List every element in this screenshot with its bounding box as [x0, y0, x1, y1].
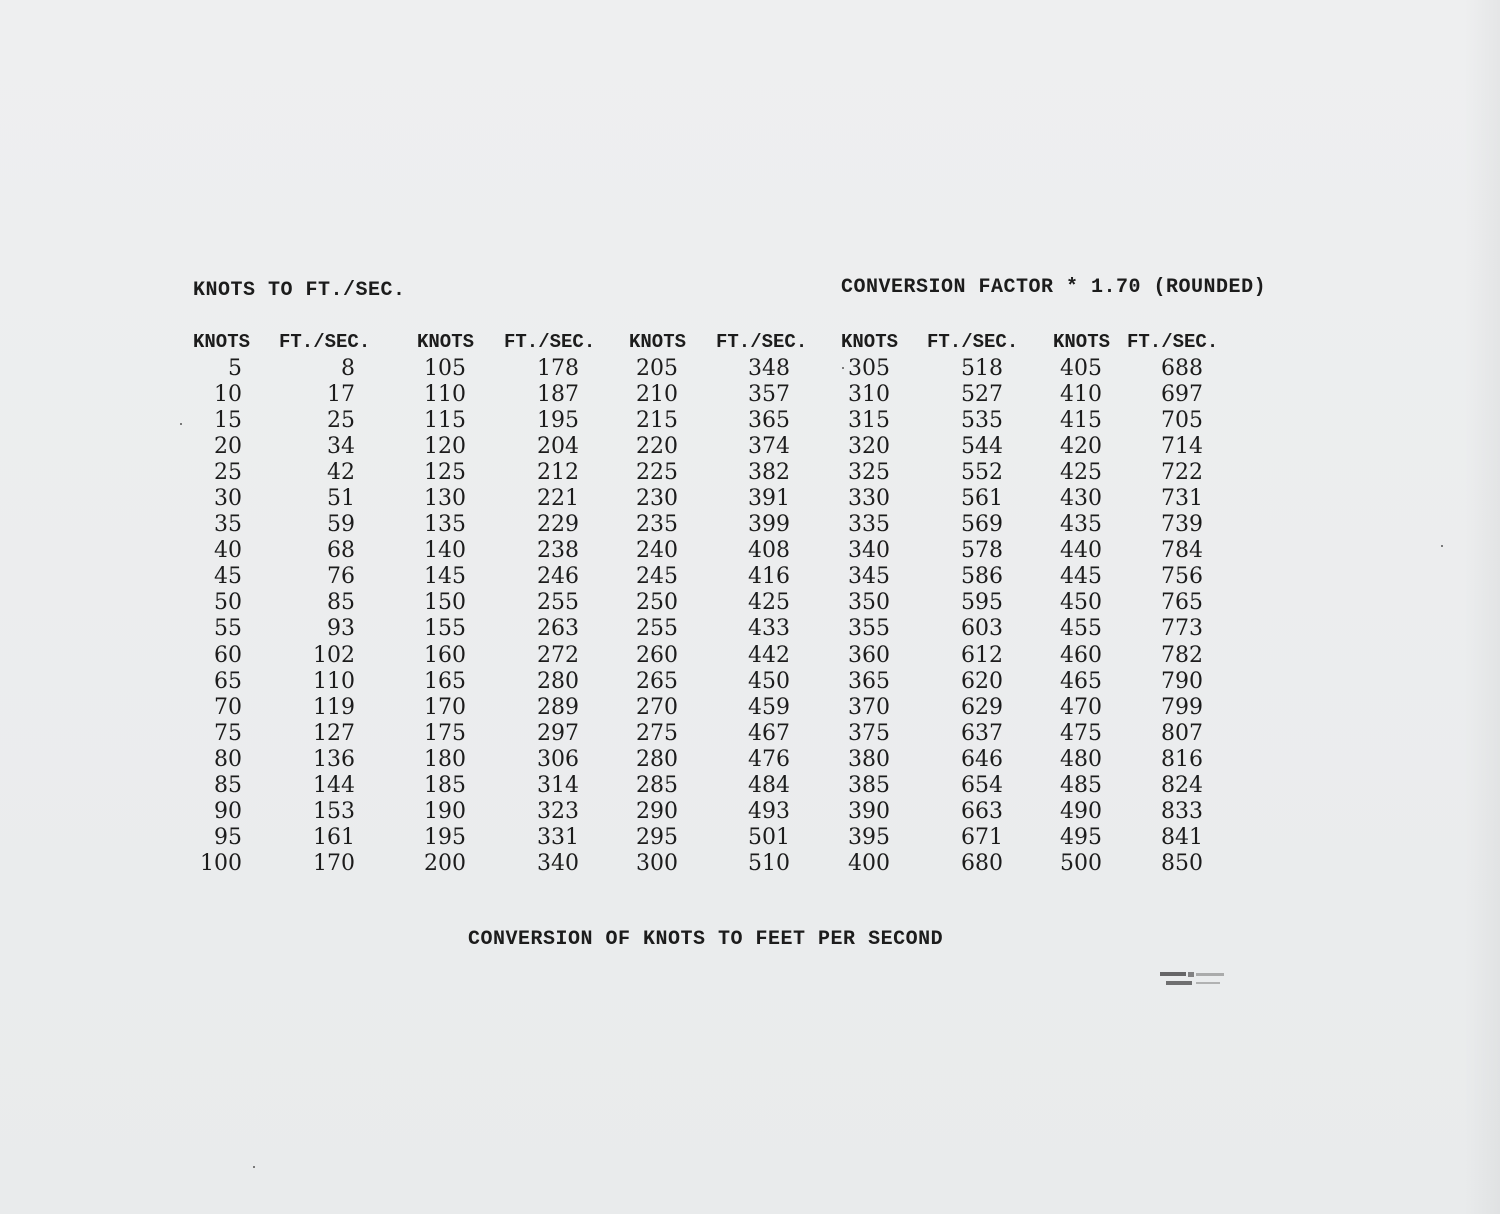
ftsec-cell: 340: [537, 850, 579, 876]
ftsec-cell: 765: [1161, 590, 1203, 616]
ftsec-cell: 646: [961, 746, 1003, 772]
ftsec-cell: 841: [1161, 824, 1203, 850]
knots-cell: 455: [1060, 616, 1102, 642]
ftsec-column: [279, 328, 371, 877]
ftsec-cell: 416: [748, 564, 790, 590]
ftsec-cell: 782: [1161, 642, 1203, 668]
ftsec-cell: 671: [961, 824, 1003, 850]
ftsec-cell: 680: [961, 850, 1003, 876]
knots-cell: 225: [636, 460, 678, 486]
knots-cell: 250: [636, 590, 678, 616]
ftsec-cell: 102: [313, 642, 355, 668]
knots-cell: 280: [636, 746, 678, 772]
knots-cell: 150: [424, 590, 466, 616]
knots-cell: 135: [424, 512, 466, 538]
knots-cell: 370: [848, 694, 890, 720]
ftsec-cell: 688: [1161, 356, 1203, 381]
ftsec-cell: 331: [537, 824, 579, 850]
knots-cell: 25: [214, 460, 242, 486]
ftsec-cell: 784: [1161, 538, 1203, 564]
knots-cell: 410: [1060, 382, 1102, 408]
ftsec-cell: 178: [537, 356, 579, 381]
ftsec-cell: 272: [537, 642, 579, 668]
ftsec-cell: 552: [961, 460, 1003, 486]
knots-cell: 110: [424, 382, 466, 408]
knots-cell: 360: [848, 642, 890, 668]
ftsec-cell: 229: [537, 512, 579, 538]
knots-cell: 140: [424, 538, 466, 564]
knots-column: [193, 328, 251, 877]
ftsec-column: [716, 328, 808, 877]
ftsec-cell: 637: [961, 720, 1003, 746]
column-header: KNOTS: [193, 331, 251, 353]
knots-cell: 355: [848, 616, 890, 642]
ftsec-cell: 136: [313, 746, 355, 772]
ftsec-cell: 654: [961, 772, 1003, 798]
knots-cell: 480: [1060, 746, 1102, 772]
ftsec-cell: 824: [1161, 772, 1203, 798]
ftsec-cell: 697: [1161, 382, 1203, 408]
knots-cell: 335: [848, 512, 890, 538]
ftsec-cell: 391: [748, 486, 790, 512]
knots-cell: 445: [1060, 564, 1102, 590]
knots-cell: 95: [214, 824, 242, 850]
ftsec-cell: 153: [313, 798, 355, 824]
ftsec-cell: 595: [961, 590, 1003, 616]
ftsec-cell: 221: [537, 486, 579, 512]
knots-cell: 165: [424, 668, 466, 694]
knots-cell: 395: [848, 824, 890, 850]
column-header: FT./SEC.: [716, 331, 808, 353]
table-caption: CONVERSION OF KNOTS TO FEET PER SECOND: [468, 928, 944, 951]
ftsec-cell: 722: [1161, 460, 1203, 486]
knots-cell: 35: [214, 512, 242, 538]
ftsec-cell: 603: [961, 616, 1003, 642]
ftsec-cell: 756: [1161, 564, 1203, 590]
ftsec-cell: 255: [537, 590, 579, 616]
ftsec-cell: 705: [1161, 408, 1203, 434]
knots-cell: 270: [636, 694, 678, 720]
knots-cell: 405: [1060, 356, 1102, 381]
knots-cell: 185: [424, 772, 466, 798]
ftsec-column: [1127, 328, 1219, 877]
ftsec-cell: 246: [537, 564, 579, 590]
ftsec-cell: 212: [537, 460, 579, 486]
knots-cell: 460: [1060, 642, 1102, 668]
ftsec-cell: 663: [961, 798, 1003, 824]
knots-cell: 175: [424, 720, 466, 746]
ftsec-cell: 714: [1161, 434, 1203, 460]
paper-speck: [253, 1166, 255, 1168]
ftsec-cell: 8: [341, 356, 355, 381]
knots-cell: 245: [636, 564, 678, 590]
ftsec-cell: 569: [961, 512, 1003, 538]
knots-cell: 330: [848, 486, 890, 512]
knots-cell: 320: [848, 434, 890, 460]
knots-cell: 425: [1060, 460, 1102, 486]
knots-column: [629, 328, 687, 877]
ftsec-cell: 408: [748, 538, 790, 564]
knots-cell: 380: [848, 746, 890, 772]
ftsec-cell: 17: [327, 382, 355, 408]
knots-cell: 475: [1060, 720, 1102, 746]
knots-cell: 365: [848, 668, 890, 694]
maker-stamp-logo: [1160, 970, 1226, 990]
ftsec-cell: 195: [537, 408, 579, 434]
knots-cell: 195: [424, 824, 466, 850]
ftsec-cell: 561: [961, 486, 1003, 512]
ftsec-cell: 442: [748, 642, 790, 668]
knots-cell: 285: [636, 772, 678, 798]
ftsec-cell: 161: [313, 824, 355, 850]
ftsec-cell: 425: [748, 590, 790, 616]
knots-column: [417, 328, 475, 877]
ftsec-cell: 833: [1161, 798, 1203, 824]
ftsec-cell: 314: [537, 772, 579, 798]
knots-cell: 255: [636, 616, 678, 642]
ftsec-cell: 374: [748, 434, 790, 460]
knots-cell: 430: [1060, 486, 1102, 512]
knots-cell: 190: [424, 798, 466, 824]
knots-cell: 310: [848, 382, 890, 408]
column-header: KNOTS: [1053, 331, 1111, 353]
column-header: FT./SEC.: [504, 331, 596, 353]
knots-cell: 115: [424, 408, 466, 434]
knots-cell: 415: [1060, 408, 1102, 434]
knots-cell: 30: [214, 486, 242, 512]
ftsec-cell: 110: [313, 668, 355, 694]
knots-cell: 230: [636, 486, 678, 512]
knots-cell: 85: [214, 772, 242, 798]
ftsec-cell: 93: [327, 616, 355, 642]
ftsec-cell: 484: [748, 772, 790, 798]
knots-cell: 45: [214, 564, 242, 590]
knots-cell: 40: [214, 538, 242, 564]
knots-cell: 350: [848, 590, 890, 616]
knots-cell: 145: [424, 564, 466, 590]
knots-cell: 75: [214, 720, 242, 746]
knots-cell: 260: [636, 642, 678, 668]
ftsec-cell: 450: [748, 668, 790, 694]
ftsec-cell: 586: [961, 564, 1003, 590]
ftsec-cell: 816: [1161, 746, 1203, 772]
ftsec-cell: 204: [537, 434, 579, 460]
paper-speck: [842, 367, 844, 369]
ftsec-cell: 578: [961, 538, 1003, 564]
ftsec-cell: 76: [327, 564, 355, 590]
ftsec-cell: 289: [537, 694, 579, 720]
knots-cell: 200: [424, 850, 466, 876]
column-header: FT./SEC.: [279, 331, 371, 353]
knots-cell: 90: [214, 798, 242, 824]
ftsec-column: [504, 328, 596, 877]
column-header: KNOTS: [629, 331, 687, 353]
knots-cell: 490: [1060, 798, 1102, 824]
ftsec-cell: 85: [327, 590, 355, 616]
knots-cell: 125: [424, 460, 466, 486]
ftsec-cell: 68: [327, 538, 355, 564]
knots-cell: 205: [636, 356, 678, 381]
paper-edge-shadow: [1464, 0, 1500, 1214]
knots-cell: 210: [636, 382, 678, 408]
knots-cell: 180: [424, 746, 466, 772]
knots-cell: 215: [636, 408, 678, 434]
knots-cell: 155: [424, 616, 466, 642]
knots-cell: 100: [200, 850, 242, 876]
knots-cell: 485: [1060, 772, 1102, 798]
knots-cell: 235: [636, 512, 678, 538]
knots-cell: 500: [1060, 850, 1102, 876]
knots-cell: 170: [424, 694, 466, 720]
ftsec-cell: 790: [1161, 668, 1203, 694]
knots-column: [1053, 328, 1111, 877]
knots-cell: 265: [636, 668, 678, 694]
ftsec-cell: 34: [327, 434, 355, 460]
column-header: KNOTS: [841, 331, 899, 353]
knots-cell: 60: [214, 642, 242, 668]
ftsec-cell: 25: [327, 408, 355, 434]
ftsec-cell: 850: [1161, 850, 1203, 876]
column-header: FT./SEC.: [927, 331, 1019, 353]
ftsec-cell: 127: [313, 720, 355, 746]
knots-cell: 70: [214, 694, 242, 720]
knots-cell: 400: [848, 850, 890, 876]
knots-cell: 435: [1060, 512, 1102, 538]
paper-speck: [180, 423, 182, 425]
ftsec-cell: 620: [961, 668, 1003, 694]
ftsec-cell: 170: [313, 850, 355, 876]
ftsec-cell: 263: [537, 616, 579, 642]
ftsec-cell: 629: [961, 694, 1003, 720]
knots-cell: 220: [636, 434, 678, 460]
knots-cell: 55: [214, 616, 242, 642]
ftsec-cell: 773: [1161, 616, 1203, 642]
knots-cell: 50: [214, 590, 242, 616]
ftsec-cell: 544: [961, 434, 1003, 460]
knots-cell: 325: [848, 460, 890, 486]
ftsec-cell: 433: [748, 616, 790, 642]
paper-speck: [1441, 545, 1443, 547]
ftsec-cell: 510: [748, 850, 790, 876]
knots-cell: 240: [636, 538, 678, 564]
knots-cell: 470: [1060, 694, 1102, 720]
knots-cell: 340: [848, 538, 890, 564]
knots-cell: 345: [848, 564, 890, 590]
ftsec-cell: 807: [1161, 720, 1203, 746]
ftsec-cell: 493: [748, 798, 790, 824]
ftsec-cell: 357: [748, 382, 790, 408]
conversion-factor-note: CONVERSION FACTOR * 1.70 (ROUNDED): [841, 276, 1267, 299]
ftsec-cell: 59: [327, 512, 355, 538]
ftsec-cell: 501: [748, 824, 790, 850]
knots-cell: 15: [214, 408, 242, 434]
knots-cell: 130: [424, 486, 466, 512]
knots-cell: 10: [214, 382, 242, 408]
ftsec-cell: 119: [313, 694, 355, 720]
knots-cell: 105: [424, 356, 466, 381]
ftsec-cell: 467: [748, 720, 790, 746]
ftsec-cell: 399: [748, 512, 790, 538]
ftsec-cell: 280: [537, 668, 579, 694]
table-title: KNOTS TO FT./SEC.: [193, 279, 406, 302]
ftsec-cell: 535: [961, 408, 1003, 434]
ftsec-column: [927, 328, 1019, 877]
column-header: KNOTS: [417, 331, 475, 353]
ftsec-cell: 42: [327, 460, 355, 486]
knots-cell: 375: [848, 720, 890, 746]
knots-cell: 65: [214, 668, 242, 694]
knots-cell: 275: [636, 720, 678, 746]
ftsec-cell: 348: [748, 356, 790, 381]
ftsec-cell: 144: [313, 772, 355, 798]
ftsec-cell: 612: [961, 642, 1003, 668]
knots-cell: 440: [1060, 538, 1102, 564]
knots-column: [841, 328, 899, 877]
ftsec-cell: 799: [1161, 694, 1203, 720]
knots-cell: 305: [848, 356, 890, 381]
knots-cell: 80: [214, 746, 242, 772]
knots-cell: 120: [424, 434, 466, 460]
knots-cell: 465: [1060, 668, 1102, 694]
ftsec-cell: 459: [748, 694, 790, 720]
knots-cell: 450: [1060, 590, 1102, 616]
ftsec-cell: 739: [1161, 512, 1203, 538]
knots-cell: 5: [228, 356, 242, 381]
knots-cell: 290: [636, 798, 678, 824]
knots-cell: 20: [214, 434, 242, 460]
ftsec-cell: 382: [748, 460, 790, 486]
ftsec-cell: 323: [537, 798, 579, 824]
ftsec-cell: 187: [537, 382, 579, 408]
knots-cell: 160: [424, 642, 466, 668]
ftsec-cell: 518: [961, 356, 1003, 381]
ftsec-cell: 476: [748, 746, 790, 772]
ftsec-cell: 297: [537, 720, 579, 746]
ftsec-cell: 527: [961, 382, 1003, 408]
ftsec-cell: 51: [327, 486, 355, 512]
ftsec-cell: 306: [537, 746, 579, 772]
knots-cell: 495: [1060, 824, 1102, 850]
knots-cell: 300: [636, 850, 678, 876]
knots-cell: 385: [848, 772, 890, 798]
ftsec-cell: 365: [748, 408, 790, 434]
knots-cell: 315: [848, 408, 890, 434]
ftsec-cell: 238: [537, 538, 579, 564]
knots-cell: 390: [848, 798, 890, 824]
ftsec-cell: 731: [1161, 486, 1203, 512]
column-header: FT./SEC.: [1127, 331, 1219, 353]
knots-cell: 420: [1060, 434, 1102, 460]
knots-cell: 295: [636, 824, 678, 850]
